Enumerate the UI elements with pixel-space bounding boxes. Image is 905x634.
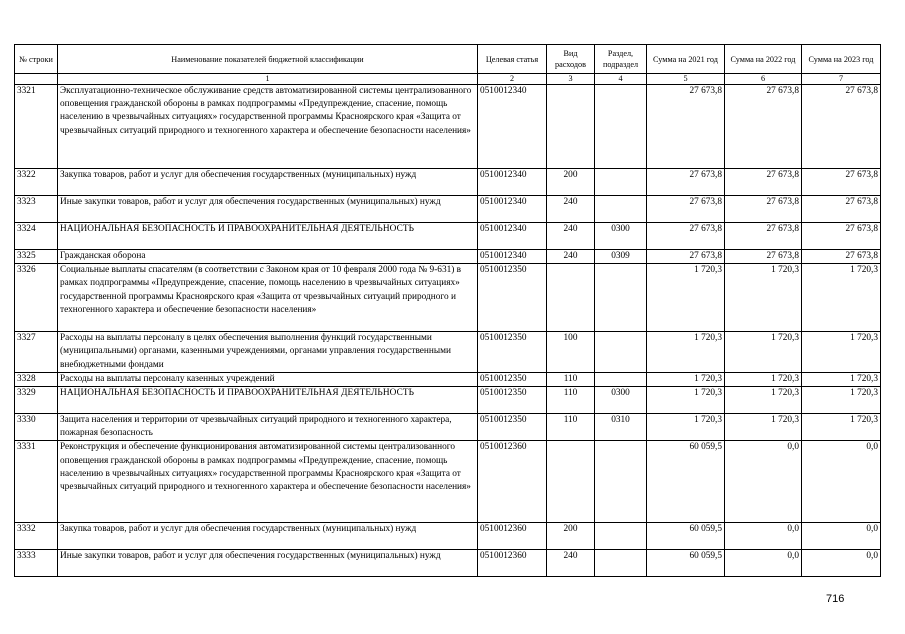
column-number: 7 [802,74,881,85]
target-article: 0510012340 [478,85,547,169]
sum-2022: 27 673,8 [725,169,802,196]
section-code [595,264,647,332]
sum-2023: 1 720,3 [802,387,881,414]
row-number: 3330 [15,414,58,441]
sum-2021: 60 059,5 [647,523,725,550]
row-number: 3325 [15,250,58,264]
expense-type: 110 [547,414,595,441]
sum-2021: 1 720,3 [647,332,725,373]
section-code: 0300 [595,223,647,250]
sum-2021: 60 059,5 [647,441,725,523]
indicator-name: НАЦИОНАЛЬНАЯ БЕЗОПАСНОСТЬ И ПРАВООХРАНИТЕЛЬНАЯ ДЕЯТЕЛЬНОСТЬ [58,223,478,250]
expense-type: 200 [547,523,595,550]
indicator-name: Расходы на выплаты персоналу казенных учреждений [58,372,478,386]
section-code [595,169,647,196]
sum-2021: 27 673,8 [647,169,725,196]
sum-2023: 0,0 [802,441,881,523]
sum-2023: 27 673,8 [802,223,881,250]
column-number: 2 [478,74,547,85]
table-row [15,550,881,577]
column-number [15,74,58,85]
expense-type: 240 [547,196,595,223]
column-number-row [15,74,881,85]
sum-2021: 27 673,8 [647,223,725,250]
expense-type: 240 [547,550,595,577]
row-number: 3326 [15,264,58,332]
sum-2022: 0,0 [725,441,802,523]
expense-type [547,441,595,523]
column-number: 4 [595,74,647,85]
row-number: 3331 [15,441,58,523]
section-code: 0309 [595,250,647,264]
sum-2021: 60 059,5 [647,550,725,577]
target-article: 0510012360 [478,523,547,550]
column-number: 6 [725,74,802,85]
row-number: 3323 [15,196,58,223]
table-row [15,223,881,250]
expense-type: 110 [547,372,595,386]
header-sum-2023: Сумма на 2023 год [802,45,881,74]
header-row-number: № строки [15,45,58,74]
expense-type: 240 [547,250,595,264]
table-row [15,372,881,386]
column-number: 5 [647,74,725,85]
sum-2023: 0,0 [802,550,881,577]
target-article: 0510012350 [478,414,547,441]
target-article: 0510012340 [478,169,547,196]
sum-2021: 27 673,8 [647,85,725,169]
sum-2022: 27 673,8 [725,196,802,223]
section-code [595,550,647,577]
sum-2022: 1 720,3 [725,387,802,414]
row-number: 3328 [15,372,58,386]
row-number: 3333 [15,550,58,577]
sum-2021: 1 720,3 [647,387,725,414]
table-row [15,85,881,169]
indicator-name: Эксплуатационно-техническое обслуживание средств автоматизированной системы централизованного оповещения гражданской обороны в рамках подпрограммы «Предупреждение, спасение, помощь населению в чрезвычайных ситуациях» государственной программы Красноярского края «Защита от чрезвычайных ситуаций природного и техногенного характера и обеспечение безопасности населения» [58,85,478,169]
table-row [15,387,881,414]
header-sum-2022: Сумма на 2022 год [725,45,802,74]
row-number: 3324 [15,223,58,250]
indicator-name: Защита населения и территории от чрезвычайных ситуаций природного и техногенного характера, пожарная безопасность [58,414,478,441]
header-sum-2021: Сумма на 2021 год [647,45,725,74]
target-article: 0510012360 [478,550,547,577]
expense-type [547,264,595,332]
row-number: 3322 [15,169,58,196]
sum-2021: 1 720,3 [647,414,725,441]
header-indicator-name: Наименование показателей бюджетной классификации [58,45,478,74]
sum-2023: 27 673,8 [802,85,881,169]
table-row [15,250,881,264]
sum-2021: 27 673,8 [647,250,725,264]
target-article: 0510012350 [478,332,547,373]
page-number: 716 [826,593,845,605]
expense-type: 240 [547,223,595,250]
table-row [15,441,881,523]
sum-2022: 27 673,8 [725,223,802,250]
sum-2023: 0,0 [802,523,881,550]
sum-2021: 1 720,3 [647,264,725,332]
indicator-name: Гражданская оборона [58,250,478,264]
expense-type: 110 [547,387,595,414]
sum-2023: 27 673,8 [802,250,881,264]
target-article: 0510012350 [478,264,547,332]
target-article: 0510012360 [478,441,547,523]
row-number: 3329 [15,387,58,414]
sum-2022: 0,0 [725,550,802,577]
section-code: 0310 [595,414,647,441]
sum-2021: 1 720,3 [647,372,725,386]
section-code [595,85,647,169]
sum-2023: 27 673,8 [802,196,881,223]
table-row [15,264,881,332]
section-code: 0300 [595,387,647,414]
sum-2023: 1 720,3 [802,332,881,373]
sum-2022: 1 720,3 [725,264,802,332]
sum-2022: 27 673,8 [725,85,802,169]
indicator-name: Иные закупки товаров, работ и услуг для обеспечения государственных (муниципальных) нужд [58,550,478,577]
indicator-name: Реконструкция и обеспечение функционирования автоматизированной системы централизованного оповещения гражданской обороны в рамках подпрограммы «Предупреждение, спасение, помощь населению в чрезвычайных ситуациях» государственной программы Красноярского края «Защита от чрезвычайных ситуаций природного и техногенного характера и обеспечение безопасности населения» [58,441,478,523]
sum-2021: 27 673,8 [647,196,725,223]
budget-table [14,44,881,577]
target-article: 0510012340 [478,196,547,223]
sum-2022: 27 673,8 [725,250,802,264]
expense-type [547,85,595,169]
sum-2022: 1 720,3 [725,332,802,373]
sum-2023: 1 720,3 [802,414,881,441]
row-number: 3327 [15,332,58,373]
indicator-name: Закупка товаров, работ и услуг для обеспечения государственных (муниципальных) нужд [58,523,478,550]
table-row [15,332,881,373]
indicator-name: Закупка товаров, работ и услуг для обеспечения государственных (муниципальных) нужд [58,169,478,196]
target-article: 0510012340 [478,250,547,264]
table-row [15,523,881,550]
target-article: 0510012340 [478,223,547,250]
row-number: 3332 [15,523,58,550]
column-number: 1 [58,74,478,85]
target-article: 0510012350 [478,387,547,414]
expense-type: 200 [547,169,595,196]
table-row [15,414,881,441]
row-number: 3321 [15,85,58,169]
section-code [595,372,647,386]
header-row [15,45,881,74]
target-article: 0510012350 [478,372,547,386]
expense-type: 100 [547,332,595,373]
header-expense-type: Вид расходов [547,45,595,74]
sum-2023: 1 720,3 [802,264,881,332]
header-section: Раздел, подраздел [595,45,647,74]
indicator-name: Расходы на выплаты персоналу в целях обеспечения выполнения функций государственными (муниципальными) органами, казенными учреждениями, органами управления государственными внебюджетными фондами [58,332,478,373]
indicator-name: Иные закупки товаров, работ и услуг для обеспечения государственных (муниципальных) нужд [58,196,478,223]
indicator-name: Социальные выплаты спасателям (в соответствии с Законом края от 10 февраля 2000 года № 9-631) в рамках подпрограммы «Предупреждение, спасение, помощь населению в чрезвычайных ситуациях» государственной программы Красноярского края «Защита от чрезвычайных ситуаций природного и техногенного характера и обеспечение безопасности населения» [58,264,478,332]
sum-2022: 0,0 [725,523,802,550]
header-target-article: Целевая статья [478,45,547,74]
table-body [15,85,881,577]
sum-2023: 1 720,3 [802,372,881,386]
indicator-name: НАЦИОНАЛЬНАЯ БЕЗОПАСНОСТЬ И ПРАВООХРАНИТЕЛЬНАЯ ДЕЯТЕЛЬНОСТЬ [58,387,478,414]
section-code [595,523,647,550]
sum-2022: 1 720,3 [725,414,802,441]
section-code [595,441,647,523]
table-row [15,196,881,223]
sum-2022: 1 720,3 [725,372,802,386]
section-code [595,332,647,373]
sum-2023: 27 673,8 [802,169,881,196]
table-row [15,169,881,196]
column-number: 3 [547,74,595,85]
section-code [595,196,647,223]
